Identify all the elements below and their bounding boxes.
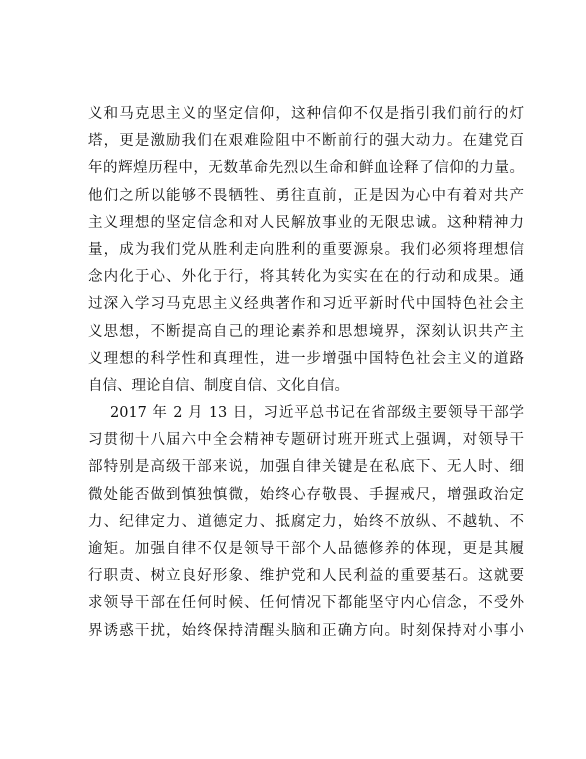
text-line: 塔，更是激励我们在艰难险阻中不断前行的强大动力。在建党百	[88, 133, 524, 150]
text-line: 量，成为我们党从胜利走向胜利的重要源泉。我们必须将理想信	[88, 241, 524, 258]
text-line: 念内化于心、外化于行，将其转化为实实在在的行动和成果。通	[88, 269, 524, 286]
text-line: 界诱惑干扰，始终保持清醒头脑和正确方向。时刻保持对小事小	[88, 622, 524, 639]
text-line: 求领导干部在任何时候、任何情况下都能坚守内心信念，不受外	[88, 595, 524, 612]
text-line: 他们之所以能够不畏牺牲、勇往直前，正是因为心中有着对共产	[88, 187, 524, 204]
body-text	[88, 101, 524, 645]
text-line: 逾矩。加强自律不仅是领导干部个人品德修养的体现，更是其履	[88, 541, 524, 557]
text-line: 行职责、树立良好形象、维护党和人民利益的重要基石。这就要	[88, 568, 524, 585]
text-line: 习贯彻十八届六中全会精神专题研讨班开班式上强调，对领导干	[88, 432, 524, 449]
text-line: 年的辉煌历程中，无数革命先烈以生命和鲜血诠释了信仰的力量。	[88, 160, 524, 177]
text-line: 部特别是高级干部来说，加强自律关键是在私底下、无人时、细	[88, 459, 524, 476]
text-line: 过深入学习马克思主义经典著作和习近平新时代中国特色社会主	[88, 296, 524, 313]
text-line: 自信、理论自信、制度自信、文化自信。	[88, 377, 349, 394]
text-line: 义理想的科学性和真理性，进一步增强中国特色社会主义的道路	[88, 350, 524, 367]
text-line: 主义理想的坚定信念和对人民解放事业的无限忠诚。这种精神力	[88, 214, 524, 231]
text-line: 义和马克思主义的坚定信仰，这种信仰不仅是指引我们前行的灯	[88, 106, 524, 122]
text-line: 力、纪律定力、道德定力、抵腐定力，始终不放纵、不越轨、不	[88, 513, 524, 530]
text-line: 义思想，不断提高自己的理论素养和思想境界，深刻认识共产主	[88, 323, 524, 340]
text-line: 微处能否做到慎独慎微，始终心存敬畏、手握戒尺，增强政治定	[88, 486, 524, 503]
text-line: 2017 年 2 月 13 日，习近平总书记在省部级主要领导干部学	[110, 405, 524, 422]
